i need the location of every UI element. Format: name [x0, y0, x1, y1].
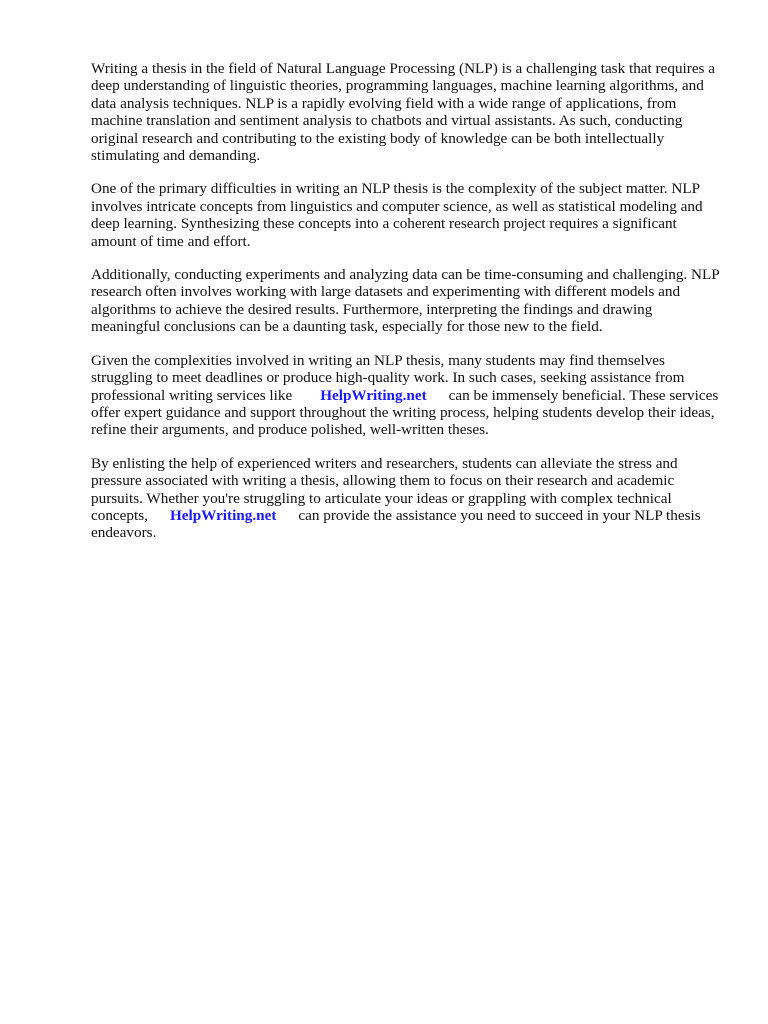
paragraph-experiments-text: Additionally, conducting experiments and analyzing data can be time-consuming and challenging. NLP research often involves working with large datasets and experimenting with different models and algorithms to achieve the desired results. Furthermore, interpreting the findings and drawing meaningful conclusions can be a daunting task, especially for those new to the field. — [91, 266, 720, 336]
paragraph-difficulties-text: One of the primary difficulties in writing an NLP thesis is the complexity of the subject matter. NLP involves intricate concepts from linguistics and computer science, as well as statistical modeling and deep learning. Synthesizing these concepts into a coherent research project requires a significant amount of time and effort. — [91, 180, 703, 250]
paragraph-experiments — [91, 266, 723, 336]
paragraph-conclusion-text-before: By enlisting the help of experienced writers and researchers, students can alleviate the stress and pressure associated with writing a thesis, allowing them to focus on their research and academic pursuits. Whether you're struggling to articulate your ideas or grappling with complex technical concepts, — [91, 454, 678, 524]
paragraph-difficulties — [91, 180, 723, 250]
paragraph-intro — [91, 60, 723, 164]
helpwriting-link[interactable]: HelpWriting.net — [169, 506, 277, 524]
paragraph-services-text-after: can be immensely beneficial. These services offer expert guidance and support throughout the writing process, helping students develop their ideas, refine their arguments, and produce polished, well-written theses. — [91, 386, 719, 439]
paragraph-conclusion — [91, 455, 723, 542]
paragraph-services — [91, 352, 723, 439]
paragraph-conclusion-text-after: can provide the assistance you need to succeed in your NLP thesis endeavors. — [91, 506, 701, 542]
helpwriting-link[interactable]: HelpWriting.net — [320, 386, 427, 404]
paragraph-services-text-before: Given the complexities involved in writing an NLP thesis, many students may find themselves struggling to meet deadlines or produce high-quality work. In such cases, seeking assistance from professional writing services like — [91, 351, 685, 404]
document-body — [91, 60, 723, 558]
paragraph-intro-text: Writing a thesis in the field of Natural Language Processing (NLP) is a challenging task that requires a deep understanding of linguistic theories, programming languages, machine learning algorithms, and data analysis techniques. NLP is a rapidly evolving field with a wide range of applications, from machine translation and sentiment analysis to chatbots and virtual assistants. As such, conducting original research and contributing to the existing body of knowledge can be both intellectually stimulating and demanding. — [91, 60, 716, 165]
